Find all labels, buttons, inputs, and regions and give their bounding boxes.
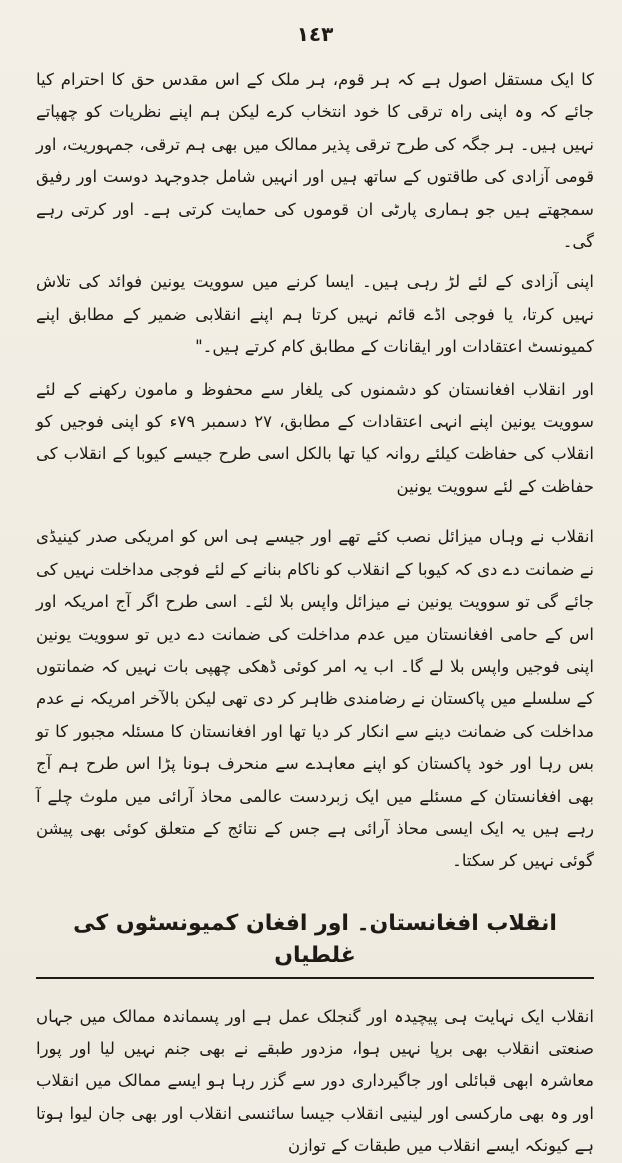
page-number: ١٤٣ bbox=[296, 22, 334, 46]
body-text bbox=[36, 64, 594, 1163]
paragraph: اور انقلاب افغانستان کو دشمنوں کی یلغار سے محفوظ و مامون رکھنے کے لئے سوویت یونین اپنے انہی اعتقادات کے مطابق، ۲۷ دسمبر ۷۹ء کو اپنی فوجیں کو انقلاب کی حفاظت کیلئے روانہ کیا تھا بالکل اسی طرح جیسے کیوبا کے انقلاب کی حفاظت کے لئے سوویت یونین bbox=[36, 379, 594, 496]
paragraph: انقلاب نے وہاں میزائل نصب کئے تھے اور جیسے ہی اس کو امریکی صدر کینیڈی نے ضمانت دے دی کہ کیوبا کے انقلاب کو ناکام بنانے کے لئے فوجی مداخلت نہیں کی جائے گی تو سوویت یونین نے میزائل واپس بلا لئے۔ اسی طرح اگر آج امریکہ اور اس کے حامی افغانستان میں عدم مداخلت کی ضمانت دے دیں تو سوویت یونین اپنی فوجیں واپس بلا لے گا۔ اب یہ امر کوئی ڈھکی چھپی بات نہیں کہ ضمانتوں کے سلسلے میں پاکستان نے رضامندی ظاہر کر دی تھی لیکن بالآخر امریکہ نے عدم مداخلت کی ضمانت دینے سے انکار کر دیا تھا اور افغانستان کا مسئلہ مجبور کا تو بس رہا اور خود پاکستان کو اپنے معاہدے سے منحرف ہونا پڑا اس طرح ہم آج بھی افغانستان کے مسئلے میں ایک زبردست عالمی محاذ آرائی میں ملوث چلے آ رہے ہیں یہ ایک ایسی محاذ آرائی ہے جس کے نتائج کے متعلق کوئی بھی پیشن گوئی نہیں کر سکتا۔ bbox=[36, 527, 595, 871]
section-heading-wrap bbox=[36, 908, 594, 979]
paragraph: انقلاب ایک نہایت ہی پیچیدہ اور گنجلک عمل ہے اور پسماندہ ممالک میں جہاں صنعتی انقلاب بھی برپا نہیں ہوا، مزدور طبقے نے بھی جنم نہیں لیا اور پورا معاشرہ ابھی قبائلی اور جاگیرداری دور سے گزر رہا ہو ایسے ممالک میں انقلاب اور وہ بھی مارکسی اور لینیی انقلاب جیسا سائنسی انقلاب اور بھی جان لیوا ہوتا ہے کیونکہ ایسے انقلاب میں طبقات کے توازن bbox=[36, 1006, 594, 1156]
paragraph: کا ایک مستقل اصول ہے کہ ہر قوم، ہر ملک کے اس مقدس حق کا احترام کیا جائے کہ وہ اپنی راہ ترقی کا خود انتخاب کرے لیکن ہم اپنے نظریات کو چھپاتے نہیں ہیں۔ ہر جگہ کی طرح ترقی پذیر ممالک میں بھی ہم ترقی، جمہوریت، اور قومی آزادی کی طاقتوں کے ساتھ ہیں اور انہیں شامل جدوجہد دوست اور رفیق سمجھتے ہیں جو ہماری پارٹی ان قوموں کی حمایت کرتی ہے۔ اور کرتی رہے گی۔ bbox=[36, 70, 594, 252]
paragraph: اپنی آزادی کے لئے لڑ رہی ہیں۔ ایسا کرنے میں سوویت یونین فوائد کی تلاش نہیں کرتا، یا فوجی اڈے قائم نہیں کرتا ہم اپنے انقلابی ضمیر کے مطابق اپنے کمیونسٹ اعتقادات اور ایقانات کے مطابق کام کرتے ہیں۔" bbox=[36, 272, 594, 357]
section-heading: انقلاب افغانستان۔ اور افغان کمیونسٹوں کی غلطیاں bbox=[36, 908, 594, 979]
